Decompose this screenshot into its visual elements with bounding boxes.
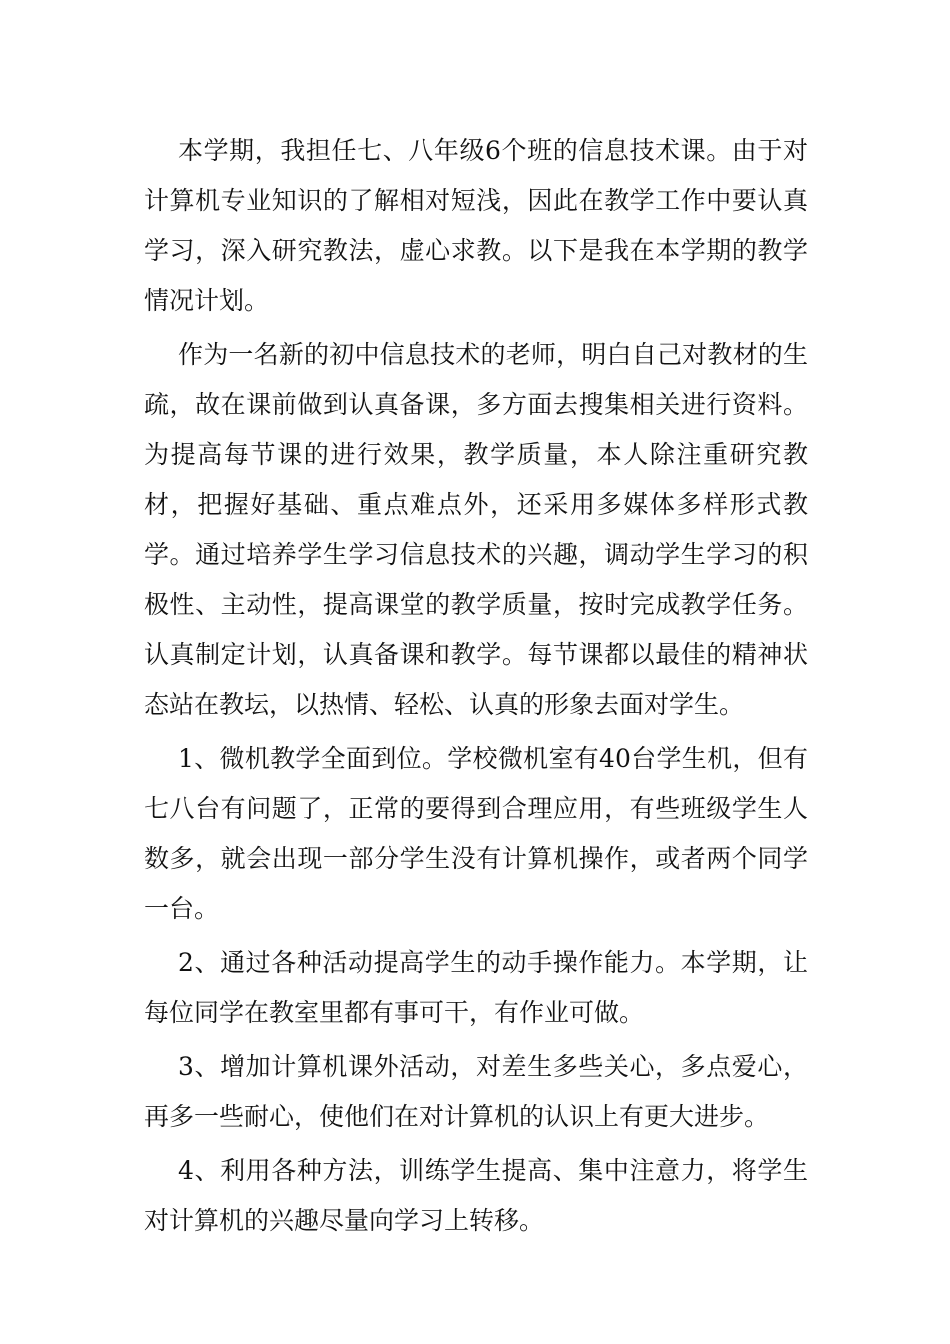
paragraph-4: 2、通过各种活动提高学生的动手操作能力。本学期，让每位同学在教室里都有事可干，有作业可做。 [144,948,808,1027]
paragraph-3: 1、微机教学全面到位。学校微机室有40台学生机，但有七八台有问题了，正常的要得到合理应用，有些班级学生人数多，就会出现一部分学生没有计算机操作，或者两个同学一台。 [144,744,808,923]
document-body [144,126,808,1250]
paragraph-6: 4、利用各种方法，训练学生提高、集中注意力，将学生对计算机的兴趣尽量向学习上转移。 [144,1156,808,1235]
paragraph-2: 作为一名新的初中信息技术的老师，明白自己对教材的生疏，故在课前做到认真备课，多方面去搜集相关进行资料。为提高每节课的进行效果，教学质量，本人除注重研究教材，把握好基础、重点难点外，还采用多媒体多样形式教学。通过培养学生学习信息技术的兴趣，调动学生学习的积极性、主动性，提高课堂的教学质量，按时完成教学任务。认真制定计划，认真备课和教学。每节课都以最佳的精神状态站在教坛，以热情、轻松、认真的形象去面对学生。 [144,340,808,719]
paragraph-5: 3、增加计算机课外活动，对差生多些关心，多点爱心，再多一些耐心，使他们在对计算机的认识上有更大进步。 [144,1052,808,1131]
paragraph-1: 本学期，我担任七、八年级6个班的信息技术课。由于对计算机专业知识的了解相对短浅，因此在教学工作中要认真学习，深入研究教法，虚心求教。以下是我在本学期的教学情况计划。 [144,136,808,315]
